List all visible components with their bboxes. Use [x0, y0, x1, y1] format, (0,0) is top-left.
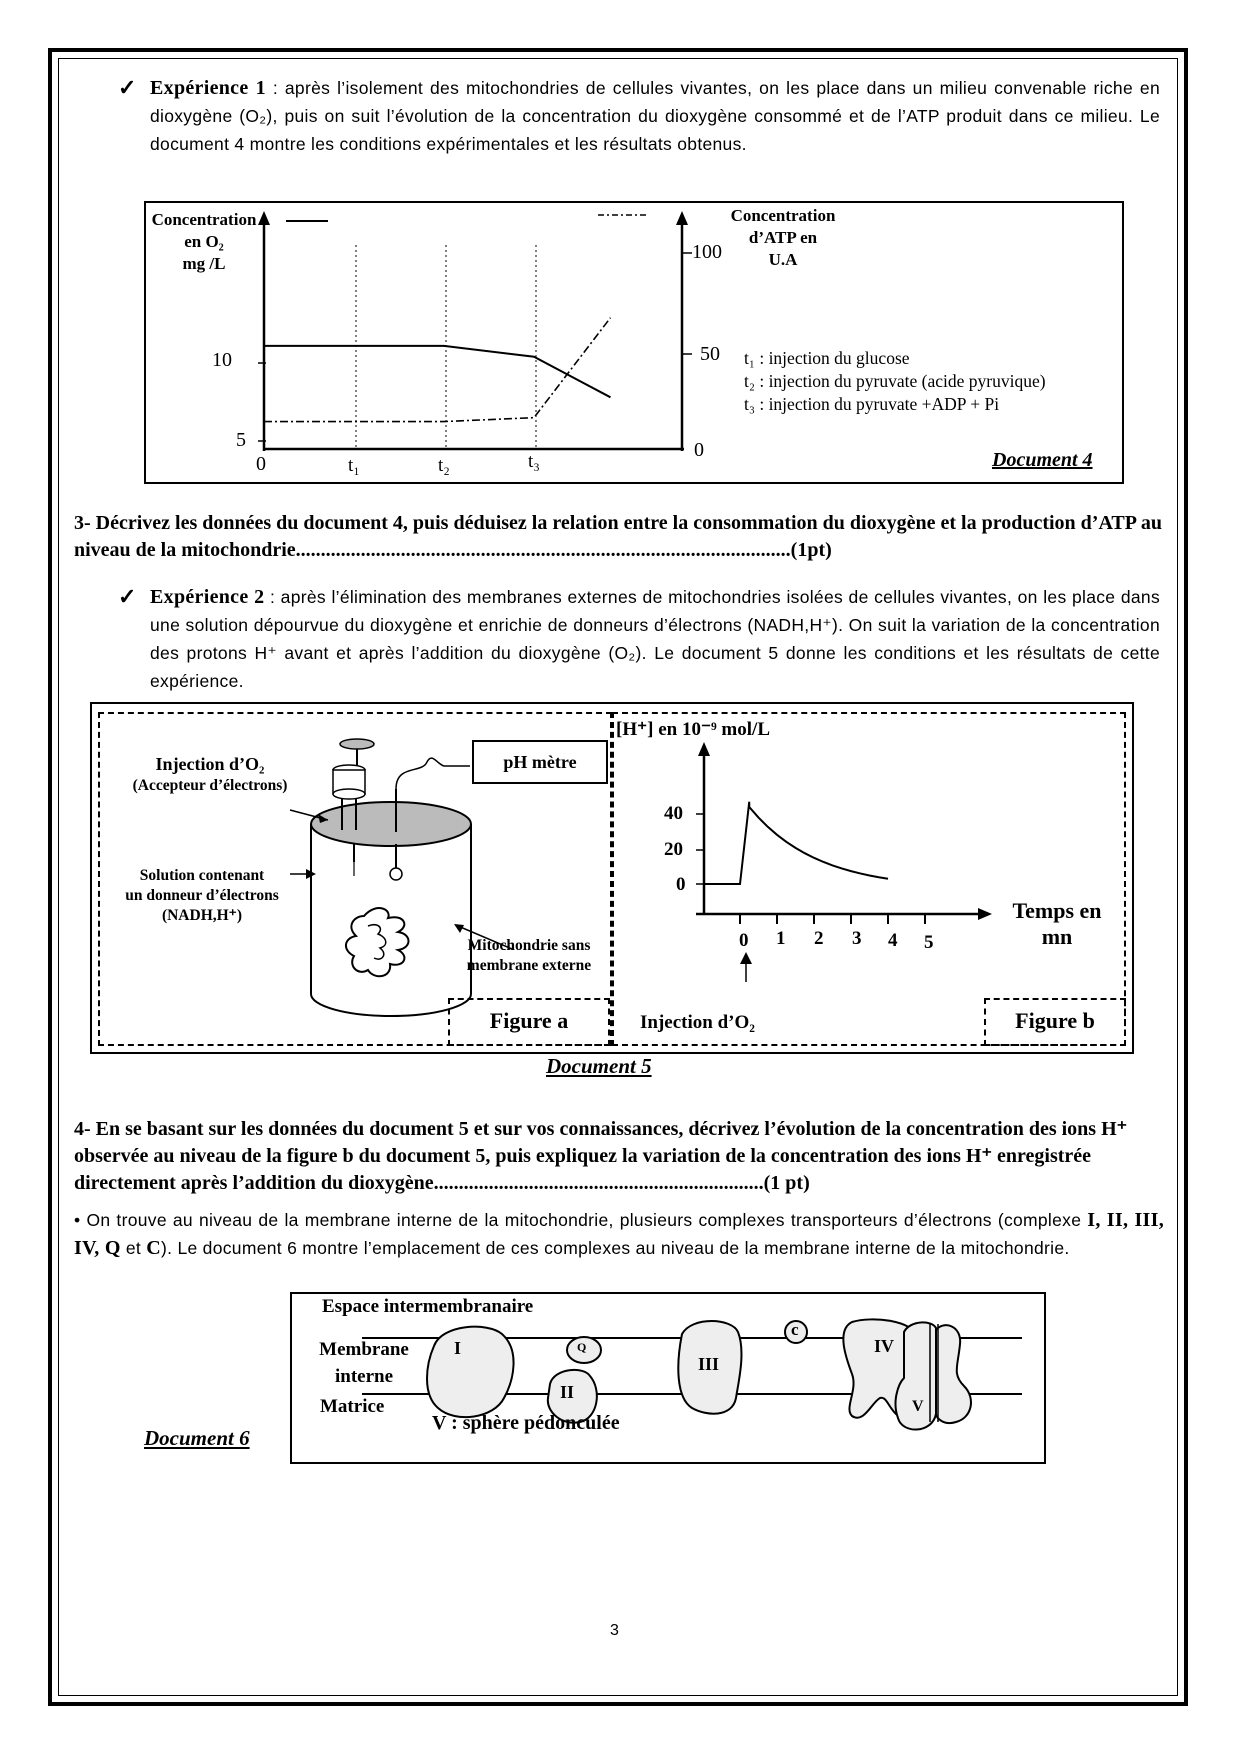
electrode-bulb [390, 868, 402, 880]
experience1-paragraph [150, 74, 1160, 158]
mitochondrion-shape [346, 908, 409, 976]
right-tick-label-0: 0 [694, 439, 704, 461]
bullet-text-b: et [120, 1238, 147, 1258]
left-tick-label-10: 10 [212, 349, 232, 371]
solution-label-line1: Solution contenant [139, 867, 265, 884]
atp-axis-title [708, 205, 858, 271]
left-tick-label-0: 0 [256, 453, 266, 475]
bullet-paragraph [74, 1206, 1164, 1262]
bullet-text-c: ). Le document 6 montre l’emplacement de ces complexes au niveau de la membrane interne de la mitochondrie. [161, 1238, 1070, 1258]
document5-label: Document 5 [546, 1054, 652, 1078]
fig-b-xtick-5: 5 [924, 932, 934, 953]
cytochrome-c-label: c [791, 1320, 799, 1339]
document6-label: Document 6 [144, 1426, 250, 1450]
injection-o2-label: Injection d’O₂ [155, 754, 265, 774]
experience1-text: : après l’isolement des mitochondries de cellules vivantes, on les place dans un milieu convenable riche en dioxygène (O₂), puis on suit l’évolution de la concentration du dioxygène consommé et de l’ATP produit dans ce milieu. Le document 4 montre les conditions expérimentales et les résultats obtenus. [150, 78, 1160, 154]
acceptor-label: (Accepteur d’électrons) [132, 777, 288, 794]
ph-meter-box: pH mètre [472, 740, 608, 784]
fig-b-xtick-3: 3 [852, 928, 862, 949]
fig-b-ytick-20: 20 [664, 839, 683, 860]
checkmark-icon: ✓ [118, 75, 137, 100]
checkmark-icon-2: ✓ [118, 584, 137, 609]
intermembrane-space-label: Espace intermembranaire [322, 1296, 534, 1317]
beaker-lid [311, 802, 471, 846]
inner-membrane-label-line2: interne [334, 1366, 394, 1387]
question-3: 3- Décrivez les données du document 4, puis déduisez la relation entre la consommation du dioxygène et la production d’ATP au niveau de la mitochondrie...................................................................................................(1pt) [74, 512, 1162, 561]
mito-label-line2: membrane externe [466, 957, 592, 974]
bullet-text-a: On trouve au niveau de la membrane interne de la mitochondrie, plusieurs complexes transporteurs d’électrons (complexe [86, 1210, 1088, 1230]
o2-axis-title-line2: en O₂ [184, 232, 224, 251]
document4-chart [146, 203, 1122, 482]
figure-b-label: Figure b [984, 998, 1126, 1046]
atp-axis-title-line2: d’ATP en [748, 228, 818, 247]
o2-axis-title-line3: mg /L [182, 254, 226, 273]
mito-label-line1: Mitochondrie sans [467, 937, 591, 954]
figure-a-label: Figure a [448, 998, 610, 1046]
experience2-paragraph [150, 583, 1160, 695]
injector-top [340, 739, 374, 749]
mito-label [448, 936, 610, 976]
solution-label [102, 866, 302, 926]
left-tick-label-5: 5 [236, 429, 246, 451]
fig-b-ytick-0: 0 [676, 874, 686, 895]
right-tick-label-100: 100 [692, 241, 722, 263]
document4-label: Document 4 [992, 449, 1093, 471]
h-concentration-curve [703, 802, 888, 884]
atp-axis-title-line1: Concentration [730, 206, 836, 225]
inner-membrane-label-line1: Membrane [319, 1339, 409, 1360]
o2-axis-title [146, 209, 262, 275]
complex-III-label: III [698, 1354, 720, 1374]
complex-IV-label: IV [874, 1336, 895, 1356]
fig-b-injection-label: Injection d’O₂ [640, 1012, 755, 1033]
question-4: 4- En se basant sur les données du document 5 et sur vos connaissances, décrivez l’évolution de la concentration des ions H⁺ observée au niveau de la figure b du document 5, puis expliquez la variation de la concentration des ions H⁺ enregistrée directement après l’addition du dioxygène..................................................................(1 pt) [74, 1118, 1128, 1194]
complex-Q-label: Q [577, 1340, 587, 1354]
document5-box [90, 702, 1134, 1054]
complex-I-label: I [454, 1338, 462, 1358]
legend-t2: t₂ : injection du pyruvate (acide pyruvique) [744, 371, 1046, 391]
experience1-title: Expérience 1 [150, 77, 266, 99]
atp-axis-title-line3: U.A [768, 250, 798, 269]
legend-t3: t₃ : injection du pyruvate +ADP + Pi [744, 394, 1000, 414]
fig-b-x-axis-arrow [978, 908, 992, 920]
fig-b-x-title-line1: Temps en [1012, 898, 1102, 923]
fig-b-y-axis-arrow [698, 742, 710, 756]
ph-cable [396, 758, 470, 789]
inner-membrane-label [312, 1336, 416, 1390]
fig-b-x-title-line2: mn [1041, 924, 1073, 949]
page-number: 3 [610, 1622, 619, 1639]
x-tick-t3: t₃ [528, 451, 540, 472]
fig-b-x-ticks [740, 914, 925, 924]
experience2-text: : après l’élimination des membranes externes de mitochondries isolées de cellules vivantes, on les place dans une solution dépourvue du dioxygène et enrichie de donneurs d’électrons (NADH,H⁺). On suit la variation de la concentration des protons H⁺ avant et après l’addition du dioxygène (O₂). Le document 5 donne les conditions et les résultats de cette expérience. [150, 587, 1160, 691]
fig-b-xtick-1: 1 [776, 928, 786, 949]
fig-b-xtick-2: 2 [814, 928, 824, 949]
bullet-complexes: I, II, III, IV, Q [74, 1209, 1164, 1259]
document4-box [144, 201, 1124, 484]
experience2-title: Expérience 2 [150, 586, 265, 608]
complex-V-label: V [912, 1398, 924, 1415]
fig-b-xtick-4: 4 [888, 930, 898, 951]
sphere-label: V : sphère pédonculée [432, 1412, 620, 1434]
complex-I-shape [427, 1327, 514, 1417]
bullet-c: C [146, 1237, 161, 1259]
o2-concentration-curve [264, 346, 611, 397]
fig-b-xtick-0: 0 [739, 930, 749, 951]
matrix-label: Matrice [320, 1396, 385, 1417]
bullet-dot: • [74, 1210, 87, 1230]
fig-b-y-title: [H⁺] en 10⁻⁹ mol/L [616, 719, 770, 740]
o2-axis-title-line1: Concentration [151, 210, 257, 229]
complex-II-label: II [560, 1382, 575, 1402]
document6-box [290, 1292, 1046, 1464]
fig-b-x-title [992, 898, 1122, 950]
legend-t1: t₁ : injection du glucose [744, 348, 910, 368]
solution-label-line3: (NADH,H⁺) [161, 907, 243, 924]
x-tick-t1: t₁ [348, 455, 360, 476]
atp-synthase-right [936, 1325, 971, 1423]
document4-legend [744, 347, 1046, 416]
fig-b-ytick-40: 40 [664, 803, 683, 824]
right-tick-label-50: 50 [700, 343, 720, 365]
x-tick-t2: t₂ [438, 455, 450, 476]
right-axis-arrow [676, 211, 688, 225]
solution-label-line2: un donneur d’électrons [125, 887, 279, 904]
